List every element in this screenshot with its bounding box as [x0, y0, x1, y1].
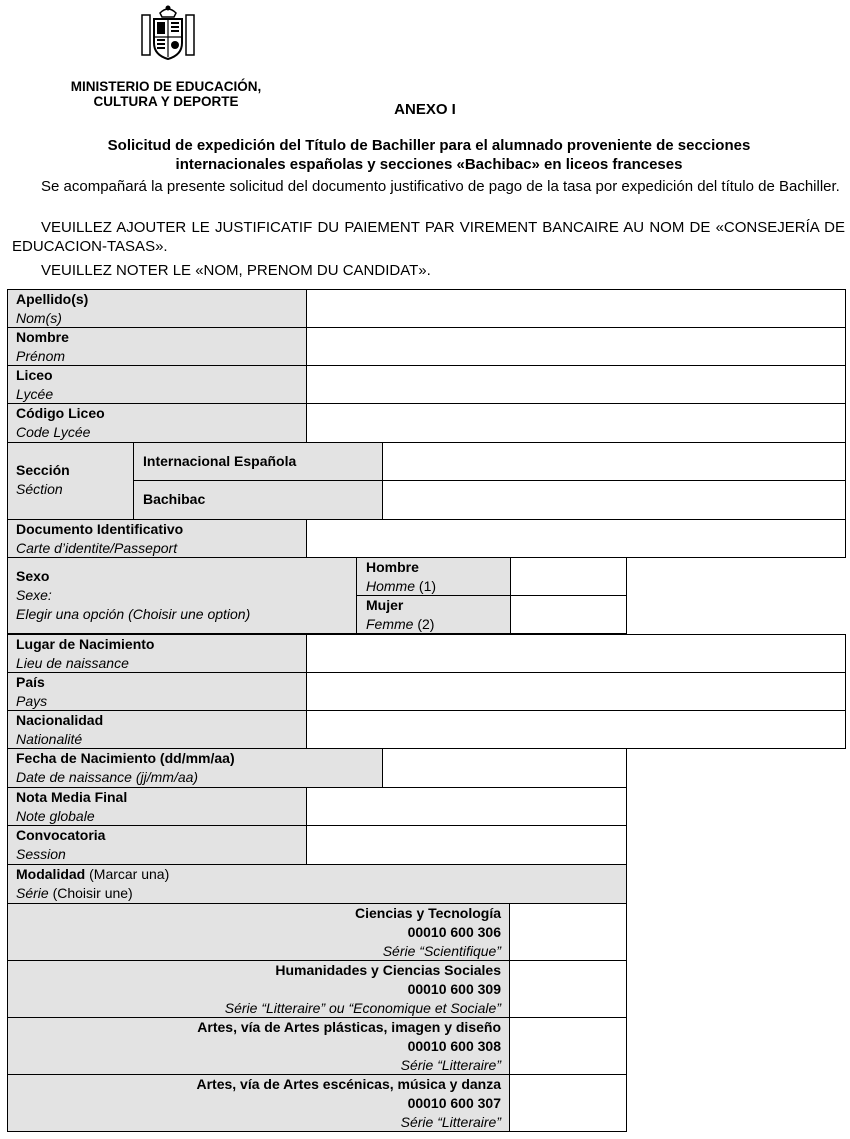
track-label: Modalidad (Marcar una) Série (Choisir une)	[7, 864, 627, 904]
section-internacional-field[interactable]	[382, 442, 846, 481]
ministry-line-2: CULTURA Y DEPORTE	[93, 94, 239, 109]
id-document-field[interactable]	[306, 519, 846, 558]
intro-paragraph-2: VEUILLEZ AJOUTER LE JUSTIFICATIF DU PAIEMENT PAR VIREMENT BANCAIRE AU NOM DE «CONSEJERÍA DE EDUCACION-TASAS».	[12, 219, 845, 255]
sex-label: Sexo Sexe: Elegir una opción (Choisir une option)	[7, 557, 357, 634]
form-title-line-1: Solicitud de expedición del Título de Bachiller para el alumnado proveniente de secciones	[107, 137, 751, 154]
section-option-internacional-label: Internacional Española	[133, 442, 383, 481]
track-option-checkbox[interactable]	[509, 1017, 627, 1075]
surname-label: Apellido(s) Nom(s)	[7, 289, 307, 328]
birthplace-label: Lugar de Nacimiento Lieu de naissance	[7, 634, 307, 673]
coat-of-arms-emblem	[140, 3, 196, 61]
sex-male-checkbox[interactable]	[510, 557, 627, 596]
first-name-label: Nombre Prénom	[7, 327, 307, 366]
sex-female-label: Mujer Femme (2)	[356, 595, 511, 634]
school-field[interactable]	[306, 365, 846, 404]
session-field[interactable]	[306, 825, 627, 865]
nationality-field[interactable]	[306, 710, 846, 749]
country-label: País Pays	[7, 672, 307, 711]
birthplace-field[interactable]	[306, 634, 846, 673]
track-option-checkbox[interactable]	[509, 1074, 627, 1132]
track-option-checkbox[interactable]	[509, 903, 627, 961]
annex-title: ANEXO I	[394, 101, 456, 118]
birthdate-label: Fecha de Nacimiento (dd/mm/aa) Date de naissance (jj/mm/aa)	[7, 748, 383, 788]
section-option-bachibac-label: Bachibac	[133, 480, 383, 520]
sex-female-checkbox[interactable]	[510, 595, 627, 634]
form-title-line-2: internacionales españolas y secciones «Bachibac» en liceos franceses	[175, 156, 683, 173]
final-grade-label: Nota Media Final Note globale	[7, 787, 307, 826]
track-option-label: Artes, vía de Artes plásticas, imagen y diseño 00010 600 308 Série “Litteraire”	[7, 1017, 510, 1075]
birthdate-field[interactable]	[382, 748, 627, 788]
intro-paragraph-3: VEUILLEZ NOTER LE «NOM, PRENOM DU CANDIDAT».	[41, 262, 431, 279]
nationality-label: Nacionalidad Nationalité	[7, 710, 307, 749]
ministry-line-1: MINISTERIO DE EDUCACIÓN,	[70, 79, 262, 94]
track-option-label: Ciencias y Tecnología 00010 600 306 Série “Scientifique”	[7, 903, 510, 961]
sex-male-label: Hombre Homme (1)	[356, 557, 511, 596]
intro-paragraph-1: Se acompañará la presente solicitud del documento justificativo de pago de la tasa por expedición del título de Bachiller.	[41, 178, 840, 195]
track-option-checkbox[interactable]	[509, 960, 627, 1018]
section-label: Sección Séction	[7, 442, 134, 520]
country-field[interactable]	[306, 672, 846, 711]
track-option-label: Humanidades y Ciencias Sociales 00010 600 309 Série “Litteraire” ou “Economique et Sociale”	[7, 960, 510, 1018]
session-label: Convocatoria Session	[7, 825, 307, 865]
final-grade-field[interactable]	[306, 787, 627, 826]
school-code-field[interactable]	[306, 403, 846, 443]
school-code-label: Código Liceo Code Lycée	[7, 403, 307, 443]
school-label: Liceo Lycée	[7, 365, 307, 404]
id-document-label: Documento Identificativo Carte d’identite/Passeport	[7, 519, 307, 558]
first-name-field[interactable]	[306, 327, 846, 366]
track-option-label: Artes, vía de Artes escénicas, música y danza 00010 600 307 Série “Litteraire”	[7, 1074, 510, 1132]
surname-field[interactable]	[306, 289, 846, 328]
form-title	[40, 136, 818, 174]
section-bachibac-field[interactable]	[382, 480, 846, 520]
